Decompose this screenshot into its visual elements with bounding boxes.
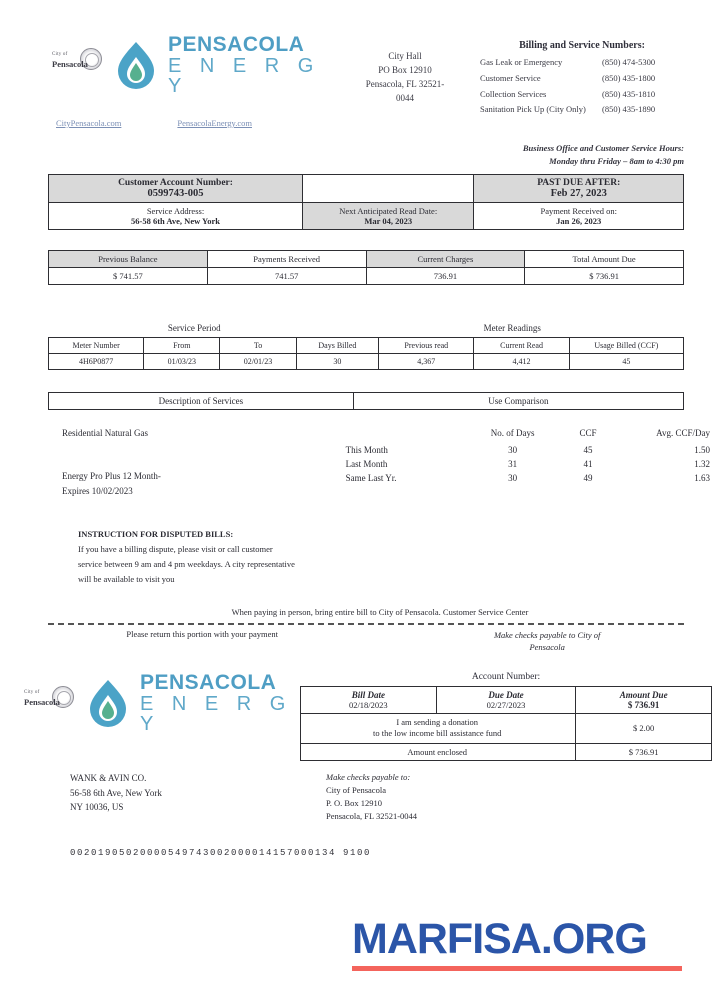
balance-summary-table — [48, 250, 684, 285]
usage-billed-value: 45 — [569, 353, 683, 369]
rate-plan-line2: Expires 10/02/2023 — [62, 486, 133, 497]
total-amount-due-value: $ 736.91 — [525, 267, 684, 284]
comparison-days: 30 — [508, 444, 518, 455]
comparison-ccf: 45 — [583, 444, 593, 455]
watermark-underline — [352, 966, 682, 971]
in-person-payment-note: When paying in person, bring entire bill to City of Pensacola. Customer Service Center — [231, 606, 529, 617]
brand-block — [52, 34, 330, 128]
customer-address-block — [0, 771, 300, 822]
comparison-ccf: 41 — [583, 458, 593, 469]
donation-line2: to the low income bill assistance fund — [372, 728, 502, 739]
usage-billed-header: Usage Billed (CCF) — [569, 337, 683, 353]
amount-due-cell — [576, 686, 712, 713]
contact-number: (850) 435-1890 — [602, 104, 656, 115]
meter-number-value: 4H6P0877 — [49, 353, 144, 369]
instructions-line3: will be available to visit you — [78, 574, 175, 585]
table-header-row — [346, 426, 720, 443]
contact-row — [480, 103, 684, 115]
brand-name-energy: E N E R G Y — [140, 692, 292, 735]
payment-received-cell — [474, 202, 684, 229]
rate-plan-line1: Energy Pro Plus 12 Month- — [62, 470, 161, 481]
payee-line1: City of Pensacola — [326, 785, 386, 796]
payment-received-label: Payment Received on: — [540, 205, 617, 216]
business-hours — [0, 142, 720, 168]
due-date-cell — [436, 686, 576, 713]
service-address-cell — [49, 202, 303, 229]
donation-amount[interactable]: $ 2.00 — [576, 713, 712, 744]
service-address-value: 56-58 6th Ave, New York — [130, 215, 220, 226]
amount-due-value: $ 736.91 — [627, 699, 660, 710]
meter-section-headers — [48, 323, 684, 333]
seal-top-text: City of — [24, 689, 40, 695]
donation-note — [301, 713, 576, 744]
next-read-cell — [303, 202, 474, 229]
instructions-heading: INSTRUCTION FOR DISPUTED BILLS: — [78, 529, 234, 540]
contact-number: (850) 474-5300 — [602, 57, 656, 67]
customer-address-line2: NY 10036, US — [70, 802, 124, 813]
meter-number-header: Meter Number — [49, 337, 144, 353]
contact-row — [480, 88, 684, 100]
account-blank-cell — [303, 174, 474, 202]
next-read-value: Mar 04, 2023 — [364, 215, 413, 226]
disputed-bills-instructions — [0, 527, 720, 587]
table-row — [346, 443, 720, 457]
use-comparison — [346, 426, 720, 500]
seal-bottom-text: Pensacola — [52, 59, 88, 69]
service-period-label: Service Period — [167, 322, 221, 333]
payee-address-block — [300, 771, 720, 822]
comparison-label: This Month — [345, 444, 388, 455]
no-of-days-header: No. of Days — [490, 427, 535, 438]
use-comparison-header: Use Comparison — [353, 392, 683, 409]
avg-ccf-day-header: Avg. CCF/Day — [656, 427, 710, 438]
business-hours-line2: Monday thru Friday – 8am to 4:30 pm — [549, 155, 684, 166]
stub-brand-block — [0, 672, 300, 762]
to-header: To — [220, 337, 296, 353]
from-header: From — [144, 337, 220, 353]
brand-name-pensacola: PENSACOLA — [140, 670, 277, 694]
payments-received-value: 741.57 — [207, 267, 366, 284]
stub-account-number-label: Account Number: — [471, 671, 541, 682]
payment-received-value: Jan 26, 2023 — [556, 215, 602, 226]
marfisa-watermark — [352, 915, 682, 971]
current-read-header: Current Read — [474, 337, 569, 353]
contact-numbers — [480, 34, 684, 119]
link-pensacolaenergy[interactable]: PensacolaEnergy.com — [177, 118, 252, 128]
customer-name: WANK & AVIN CO. — [70, 773, 147, 784]
brand-name-pensacola: PENSACOLA — [168, 33, 305, 56]
payments-received-header: Payments Received — [207, 250, 366, 267]
meter-readings-label: Meter Readings — [483, 322, 541, 333]
tear-line-divider — [48, 623, 684, 625]
contacts-title: Billing and Service Numbers: — [519, 40, 645, 51]
header-links — [52, 118, 330, 128]
service-address-label: Service Address: — [146, 205, 205, 216]
city-hall-line3: Pensacola, FL 32521- — [365, 78, 445, 89]
table-row — [49, 202, 684, 229]
past-due-label: PAST DUE AFTER: — [537, 177, 621, 188]
micr-scanline: 00201905020000549743002000014157000134 9100 — [70, 848, 372, 859]
bill-date-cell — [301, 686, 437, 713]
meter-readings-table — [48, 337, 684, 370]
brand-name-energy: E N E R G Y — [168, 55, 320, 97]
comparison-label: Same Last Yr. — [345, 472, 397, 483]
city-of-pensacola-seal-icon — [24, 686, 76, 720]
table-header-row — [49, 250, 684, 267]
past-due-value: Feb 27, 2023 — [550, 187, 607, 199]
services-body — [0, 426, 720, 500]
donation-line1: I am sending a donation — [396, 716, 479, 727]
comparison-avg: 1.32 — [694, 458, 710, 469]
table-row — [346, 471, 720, 485]
city-hall-line4: 0044 — [396, 92, 414, 103]
previous-read-value: 4,367 — [379, 353, 474, 369]
payee-line3: Pensacola, FL 32521-0044 — [326, 810, 418, 821]
table-row — [301, 744, 712, 761]
comparison-avg: 1.50 — [694, 444, 710, 455]
previous-balance-header: Previous Balance — [49, 250, 208, 267]
contact-number: (850) 435-1810 — [602, 88, 656, 99]
ccf-header: CCF — [579, 427, 597, 438]
table-header-row — [49, 337, 684, 353]
due-date-label: Due Date — [488, 689, 524, 700]
meter-section — [48, 323, 684, 370]
gas-flame-icon — [88, 679, 128, 727]
services-description — [0, 426, 346, 500]
comparison-days: 30 — [508, 472, 518, 483]
table-row — [49, 267, 684, 284]
services-header-table — [48, 392, 684, 410]
payee-intro: Make checks payable to: — [326, 772, 411, 783]
previous-read-header: Previous read — [379, 337, 474, 353]
payment-stub — [0, 672, 720, 762]
comparison-avg: 1.63 — [694, 472, 710, 483]
account-number-cell — [49, 174, 303, 202]
previous-balance-value: $ 741.57 — [49, 267, 208, 284]
bill-date-value: 02/18/2023 — [348, 699, 388, 710]
city-hall-address — [330, 34, 480, 106]
table-row — [301, 686, 712, 713]
description-of-services-header: Description of Services — [49, 392, 354, 409]
comparison-ccf: 49 — [583, 472, 593, 483]
past-due-cell — [474, 174, 684, 202]
stub-addresses — [0, 771, 720, 822]
city-hall-line1: City Hall — [388, 51, 422, 61]
instructions-line2: service between 9 am and 4 pm weekdays. A city representative — [78, 559, 295, 570]
brand-wordmark — [140, 672, 300, 734]
total-amount-due-header: Total Amount Due — [525, 250, 684, 267]
city-of-pensacola-seal-icon — [52, 48, 104, 82]
contact-row — [480, 72, 684, 84]
comparison-days: 31 — [508, 458, 518, 469]
amount-enclosed-label: Amount enclosed — [301, 744, 576, 761]
current-read-value: 4,412 — [474, 353, 569, 369]
stub-notes — [0, 629, 720, 654]
account-number-label: Customer Account Number: — [118, 177, 233, 188]
bill-date-label: Bill Date — [351, 689, 385, 700]
brand-wordmark — [168, 34, 330, 96]
return-portion-note: Please return this portion with your payment — [126, 628, 278, 639]
current-charges-header: Current Charges — [366, 250, 525, 267]
business-hours-line1: Business Office and Customer Service Hours: — [522, 143, 684, 153]
payee-line2: P. O. Box 12910 — [326, 797, 382, 808]
from-value: 01/03/23 — [144, 353, 220, 369]
amount-enclosed-value[interactable]: $ 736.91 — [576, 744, 712, 761]
table-header-row — [49, 392, 684, 409]
amount-due-label: Amount Due — [619, 689, 668, 700]
instructions-line1: If you have a billing dispute, please visit or call customer — [78, 544, 273, 555]
table-row — [301, 713, 712, 744]
seal-bottom-text: Pensacola — [24, 696, 60, 707]
link-citypensacola[interactable]: CityPensacola.com — [56, 118, 122, 128]
account-number-value: 0599743-005 — [147, 187, 204, 199]
page-header — [0, 0, 720, 128]
city-hall-line2: PO Box 12910 — [378, 64, 432, 75]
contact-label: Gas Leak or Emergency — [480, 57, 563, 67]
to-value: 02/01/23 — [220, 353, 296, 369]
table-row — [49, 174, 684, 202]
stub-amounts-table — [300, 686, 712, 762]
next-read-label: Next Anticipated Read Date: — [339, 205, 438, 216]
make-checks-line1: Make checks payable to City of — [493, 629, 601, 640]
gas-flame-icon — [116, 41, 156, 89]
make-checks-line2: Pensacola — [529, 642, 565, 653]
table-row — [49, 353, 684, 369]
use-comparison-table — [346, 426, 720, 485]
seal-top-text: City of — [52, 52, 68, 57]
service-type: Residential Natural Gas — [62, 427, 148, 438]
current-charges-value: 736.91 — [366, 267, 525, 284]
contact-label: Collection Services — [480, 88, 547, 99]
account-summary-table — [48, 174, 684, 230]
make-checks-note — [374, 629, 720, 654]
comparison-label: Last Month — [345, 458, 388, 469]
table-row — [346, 457, 720, 471]
contact-label: Sanitation Pick Up (City Only) — [480, 104, 586, 115]
days-billed-header: Days Billed — [296, 337, 379, 353]
stub-payment-details — [300, 672, 720, 762]
contact-row — [480, 56, 684, 68]
contact-label: Customer Service — [480, 72, 541, 83]
due-date-value: 02/27/2023 — [486, 699, 526, 710]
customer-address-line1: 56-58 6th Ave, New York — [70, 787, 162, 798]
contact-number: (850) 435-1800 — [602, 72, 656, 83]
watermark-text: MARFISA.ORG — [352, 915, 647, 963]
days-billed-value: 30 — [296, 353, 379, 369]
